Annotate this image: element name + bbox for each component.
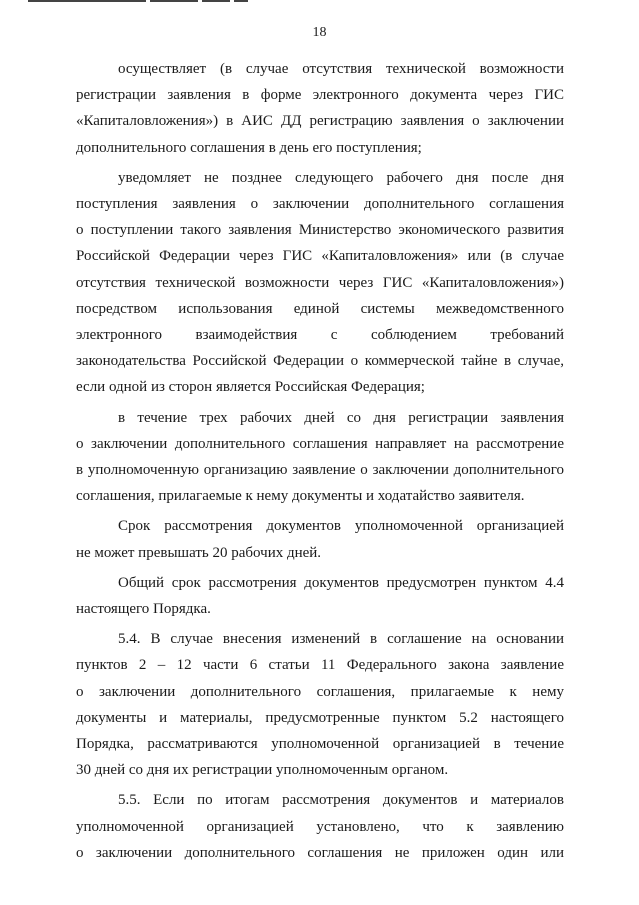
text-line: законодательства Российской Федерации о коммерческой тайне в случае,	[76, 353, 564, 370]
text-line: в уполномоченную организацию заявление о заключении дополнительного	[76, 462, 564, 479]
paragraph	[76, 626, 564, 783]
text-line: дополнительного соглашения в день его поступления;	[76, 139, 422, 156]
text-line: соглашения, прилагаемые к нему документы и ходатайство заявителя.	[76, 488, 525, 505]
text-line: поступления заявления о заключении дополнительного соглашения	[76, 196, 564, 213]
text-line: Общий срок рассмотрения документов предусмотрен пунктом 4.4	[118, 574, 564, 591]
text-line: о заключении дополнительного соглашения не приложен один или	[76, 844, 564, 861]
text-line: Срок рассмотрения документов уполномоченной организацией	[118, 518, 564, 535]
page-number: 18	[312, 25, 327, 40]
text-line: посредством использования единой системы межведомственного	[76, 300, 564, 317]
scan-top-edge-marks	[28, 0, 268, 3]
text-line: 30 дней со дня их регистрации уполномоченным органом.	[76, 762, 449, 779]
text-line: уведомляет не позднее следующего рабочего дня после дня	[118, 169, 564, 186]
text-line: если одной из сторон является Российская Федерация;	[76, 379, 425, 396]
text-line: о поступлении такого заявления Министерство экономического развития	[76, 222, 564, 239]
text-line: уполномоченной организацией установлено, что к заявлению	[76, 818, 564, 835]
document-body	[76, 56, 564, 866]
paragraph	[76, 405, 564, 510]
text-line: Порядка, рассматриваются уполномоченной организацией в течение	[76, 736, 564, 753]
text-line: «Капиталовложения») в АИС ДД регистрацию заявления о заключении	[76, 113, 564, 130]
text-line: электронного взаимодействия с соблюдением требований	[76, 327, 564, 344]
text-line: документы и материалы, предусмотренные пунктом 5.2 настоящего	[76, 709, 564, 726]
text-line: 5.4. В случае внесения изменений в соглашение на основании	[118, 631, 564, 648]
paragraph	[76, 513, 564, 565]
text-line: регистрации заявления в форме электронного документа через ГИС	[76, 87, 564, 104]
text-line: отсутствия технической возможности через ГИС «Капиталовложения»)	[76, 274, 564, 291]
paragraph	[76, 570, 564, 622]
text-line: о заключении дополнительного соглашения, прилагаемые к нему	[76, 683, 564, 700]
text-line: Российской Федерации через ГИС «Капиталовложения» или (в случае	[76, 248, 564, 265]
text-line: не может превышать 20 рабочих дней.	[76, 544, 322, 561]
paragraph	[76, 56, 564, 161]
text-line: о заключении дополнительного соглашения направляет на рассмотрение	[76, 435, 564, 452]
paragraph	[76, 787, 564, 866]
text-line: осуществляет (в случае отсутствия технической возможности	[118, 61, 564, 77]
text-line: в течение трех рабочих дней со дня регистрации заявления	[118, 409, 564, 426]
text-line: настоящего Порядка.	[76, 601, 211, 618]
text-line: 5.5. Если по итогам рассмотрения документов и материалов	[118, 792, 564, 809]
paragraph	[76, 165, 564, 401]
text-line: пунктов 2 – 12 части 6 статьи 11 Федерального закона заявление	[76, 657, 564, 674]
